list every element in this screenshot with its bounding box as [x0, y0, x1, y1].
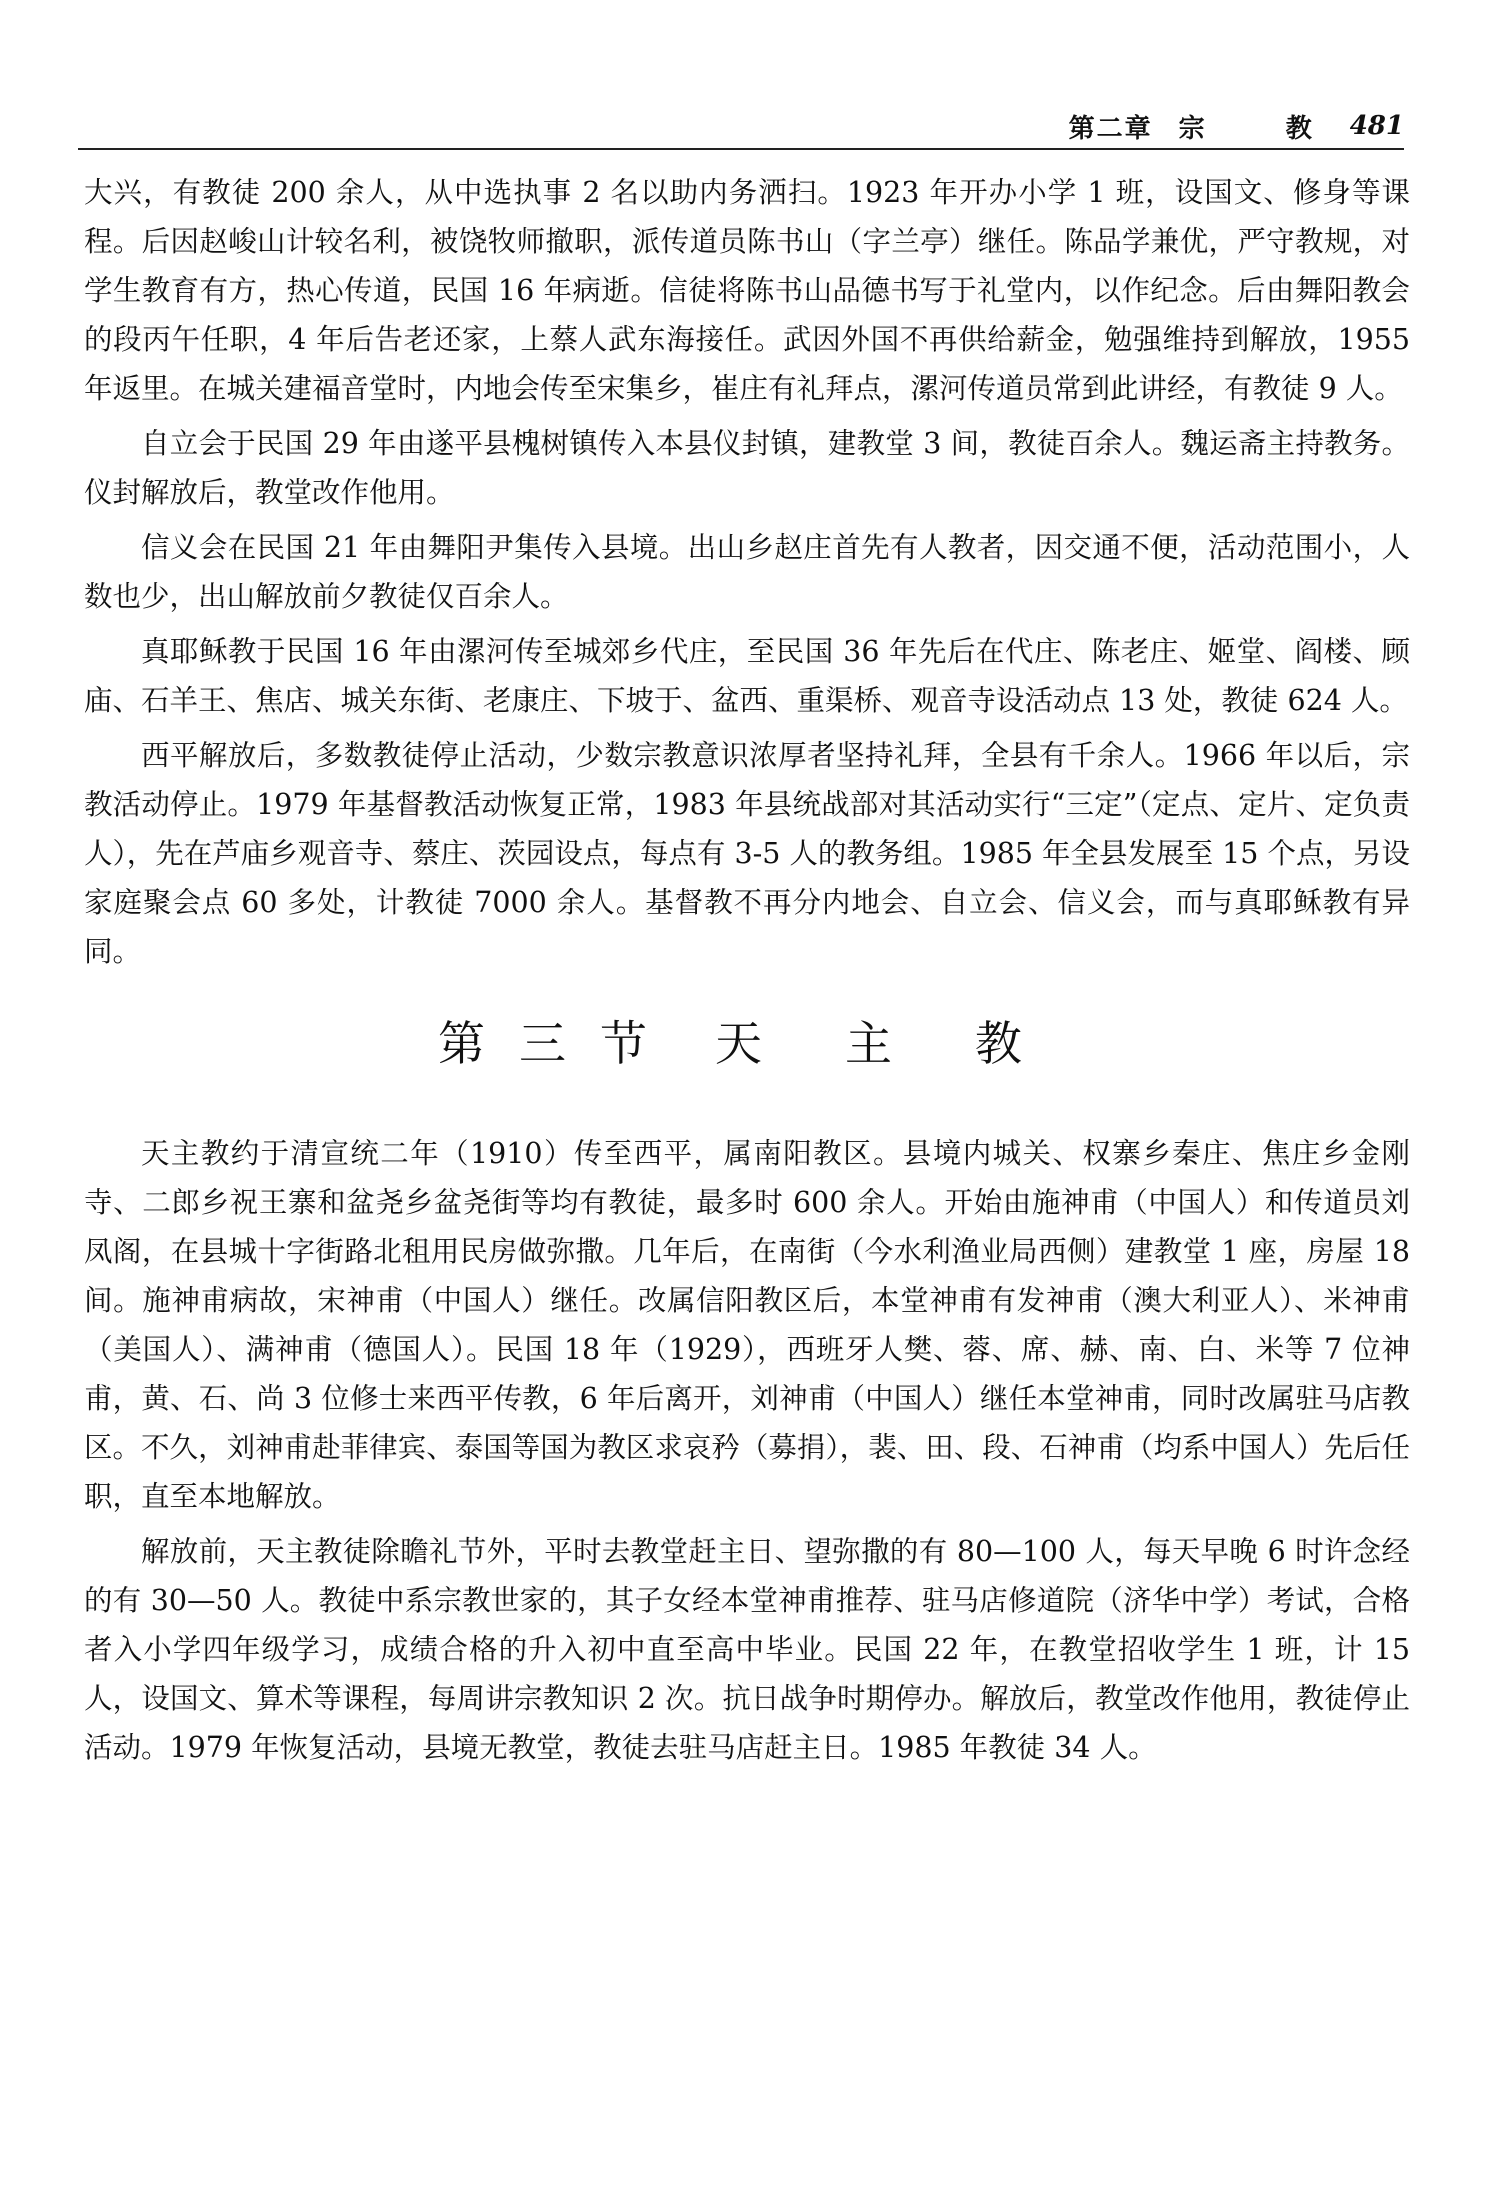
- running-header: [78, 104, 1404, 150]
- chapter-label: 第二章: [1068, 113, 1153, 144]
- page-number: 481: [1349, 111, 1404, 141]
- chapter-topic: 宗 教: [1178, 113, 1348, 144]
- paragraph: 天主教约于清宣统二年（1910）传至西平，属南阳教区。县境内城关、权寨乡秦庄、焦庄乡金刚寺、二郎乡祝王寨和盆尧乡盆尧街等均有教徒，最多时 600 余人。开始由施神甫（中国人）和传道员刘凤阁，在县城十字街路北租用民房做弥撒。几年后，在南街（今水利渔业局西侧）建教堂 1 座，房屋 18 间。施神甫病故，宋神甫（中国人）继任。改属信阳教区后，本堂神甫有发神甫（澳大利亚人）、米神甫（美国人）、满神甫（德国人）。民国 18 年（1929），西班牙人樊、蓉、席、赫、南、白、米等 7 位神甫，黄、石、尚 3 位修士来西平传教，6 年后离开，刘神甫（中国人）继任本堂神甫，同时改属驻马店教区。不久，刘神甫赴菲律宾、泰国等国为教区求哀矜（募捐），裴、田、段、石神甫（均系中国人）先后任职，直至本地解放。: [84, 1137, 1410, 1513]
- section-number: 第三节: [438, 1017, 682, 1072]
- paragraph: 真耶稣教于民国 16 年由漯河传至城郊乡代庄，至民国 36 年先后在代庄、陈老庄、姬堂、阎楼、顾庙、石羊王、焦店、城关东街、老康庄、下坡于、盆西、重渠桥、观音寺设活动点 13 处，教徒 624 人。: [84, 635, 1410, 717]
- paragraph: 西平解放后，多数教徒停止活动，少数宗教意识浓厚者坚持礼拜，全县有千余人。1966 年以后，宗教活动停止。1979 年基督教活动恢复正常，1983 年县统战部对其活动实行“三定”（定点、定片、定负责人），先在芦庙乡观音寺、蔡庄、茨园设点，每点有 3-5 人的教务组。1985 年全县发展至 15 个点，另设家庭聚会点 60 多处，计教徒 7000 余人。基督教不再分内地会、自立会、信义会，而与真耶稣教有异同。: [84, 739, 1410, 968]
- paragraph: 信义会在民国 21 年由舞阳尹集传入县境。出山乡赵庄首先有人教者，因交通不便，活动范围小，人数也少，出山解放前夕教徒仅百余人。: [84, 531, 1410, 613]
- paragraph: 自立会于民国 29 年由遂平县槐树镇传入本县仪封镇，建教堂 3 间，教徒百余人。魏运斋主持教务。仪封解放后，教堂改作他用。: [84, 427, 1410, 509]
- section-title: 天 主 教: [715, 1017, 1056, 1072]
- paragraph: 大兴，有教徒 200 余人，从中选执事 2 名以助内务洒扫。1923 年开办小学 1 班，设国文、修身等课程。后因赵峻山计较名利，被饶牧师撤职，派传道员陈书山（字兰亭）继任。陈品学兼优，严守教规，对学生教育有方，热心传道，民国 16 年病逝。信徒将陈书山品德书写于礼堂内，以作纪念。后由舞阳教会的段丙午任职，4 年后告老还家，上蔡人武东海接任。武因外国不再供给薪金，勉强维持到解放，1955 年返里。在城关建福音堂时，内地会传至宋集乡，崔庄有礼拜点，漯河传道员常到此讲经，有教徒 9 人。: [84, 176, 1410, 405]
- page-body: [84, 168, 1410, 1778]
- paragraph: 解放前，天主教徒除瞻礼节外，平时去教堂赶主日、望弥撒的有 80—100 人，每天早晚 6 时许念经的有 30—50 人。教徒中系宗教世家的，其子女经本堂神甫推荐、驻马店修道院（济华中学）考试，合格者入小学四年级学习，成绩合格的升入初中直至高中毕业。民国 22 年，在教堂招收学生 1 班，计 15 人，设国文、算术等课程，每周讲宗教知识 2 次。抗日战争时期停办。解放后，教堂改作他用，教徒停止活动。1979 年恢复活动，县境无教堂，教徒去驻马店赶主日。1985 年教徒 34 人。: [84, 1535, 1410, 1764]
- section-heading: [84, 1017, 1410, 1072]
